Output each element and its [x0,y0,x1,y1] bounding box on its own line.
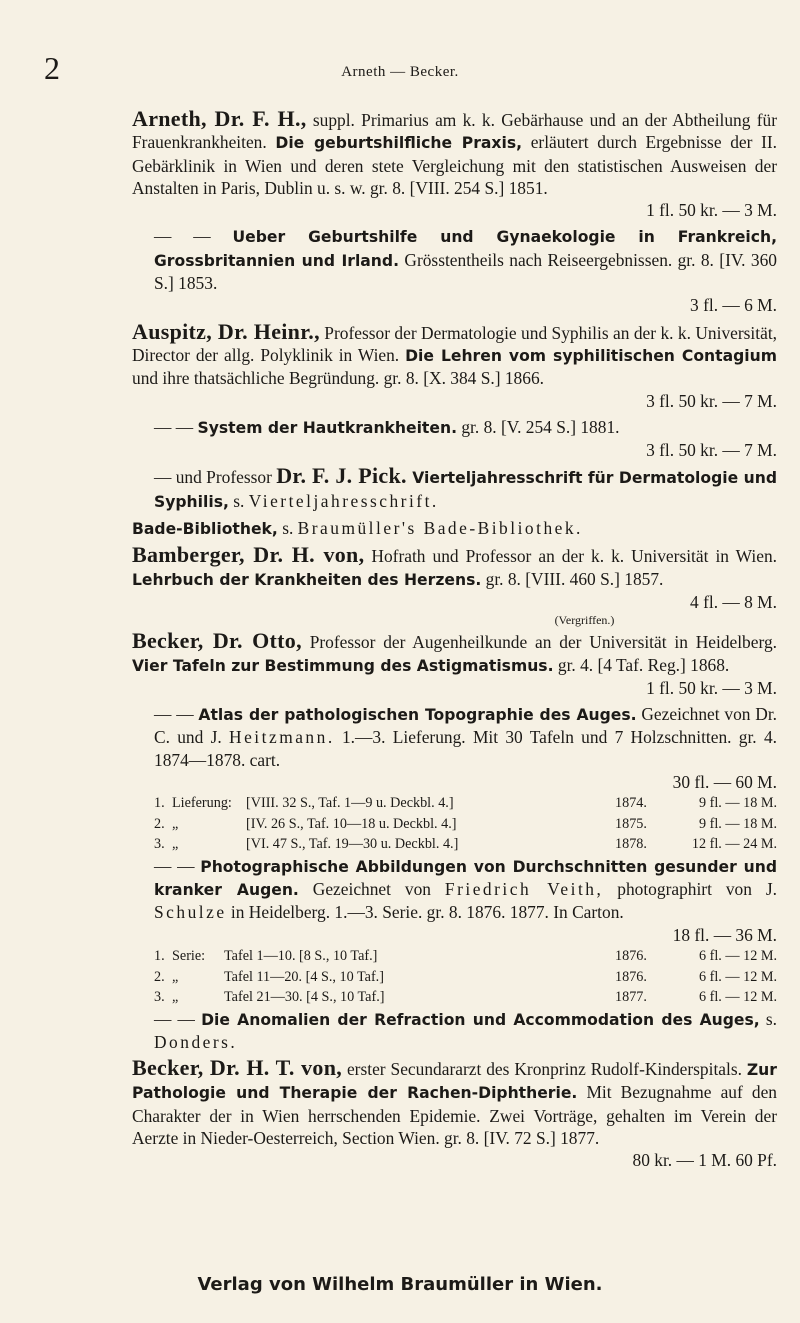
reference-target: Donders. [154,1031,238,1052]
item-label: „ [172,989,179,1005]
co-author-prefix: — und Professor [154,467,277,488]
ditto-dash: — — [154,1008,202,1029]
author-description: Hofrath und Professor an der k. k. Universität in Wien. [364,546,777,567]
book-details-cont: 1.—3. Lieferung. Mit 30 Tafeln und 7 Holzschnitten. gr. 4. 1874—1878. cart. [154,727,777,770]
see-reference: s. [228,490,249,511]
book-details: gr. 8. [VIII. 460 S.] 1857. [481,568,664,589]
item-price: 12 fl. — 24 M. [691,836,777,853]
book-details-cont: in Heidelberg. 1.—3. Serie. gr. 8. 1876. 1877. In Carton. [226,902,624,923]
list-item [132,834,777,855]
out-of-print-note: (Vergriffen.) [554,613,615,628]
list-item [132,814,777,835]
list-item [132,946,777,967]
entry-arneth [132,108,777,221]
author-description: suppl. Primarius am k. k. Gebärhause und an der Abtheilung für Frauenkrankheiten. [132,110,777,153]
item-number: 2. [154,815,165,832]
item-label: Lieferung: [172,795,232,812]
catalog-content [132,108,777,1172]
author-name: Becker, Dr. H. T. von, [132,1055,343,1081]
book-price: 1 fl. 50 kr. — 3 M. [646,200,777,221]
reference-target: Braumüller's Bade-Bibliothek. [297,518,583,539]
book-details: gr. 8. [V. 254 S.] 1881. [457,416,620,437]
list-item [132,967,777,988]
entry-arneth-2 [132,225,777,316]
book-title: Die Anomalien der Refraction und Accommodation des Auges, [201,1010,760,1029]
co-author-name: Dr. F. J. Pick. [276,463,407,489]
item-number: 2. [154,968,165,985]
book-title: Photographische Abbildungen von Durchschnitten gesunder und kranker Augen. [154,857,777,900]
item-label: „ [172,968,179,985]
book-price: 80 kr. — 1 M. 60 Pf. [632,1150,777,1171]
entry-bamberger [132,544,777,626]
entry-auspitz-3 [132,465,777,513]
book-details: erläutert durch Ergebnisse der II. Gebärklinik in Wien und deren stete Vergleichung mit den statistischen Ausweisen der Anstalten in Paris, Dublin u. s. w. gr. 8. [VIII. 254 S.] 1851. [132,132,777,198]
item-description: Tafel 1—10. [8 S., 10 Taf.] [224,948,378,964]
author-description: Professor der Augenheilkunde an der Universität in Heidelberg. [301,632,777,653]
item-year: 1877. [615,989,647,1005]
book-details: Gezeichnet von Dr. C. und J. [154,704,778,748]
ditto-dash: — — [154,855,201,876]
ditto-dash: — — [154,416,198,437]
book-title: Atlas der pathologischen Topographie des Auges. [198,706,637,725]
book-price: 3 fl. 50 kr. — 7 M. [646,440,777,461]
entry-becker-ht [132,1057,777,1171]
author-name: Auspitz, Dr. Heinr., [132,318,320,344]
item-description: Tafel 21—30. [4 S., 10 Taf.] [224,989,385,1005]
entry-becker-otto-4 [132,1008,777,1054]
book-title: Vierteljahresschrift für Dermatologie und Syphilis, [154,469,777,511]
see-reference: s. [759,1008,777,1029]
item-number: 3. [154,989,165,1005]
author-description: Professor der Dermatologie und Syphilis an der k. k. Universität, Director der allg. Polyklinik in Wien. [132,322,777,365]
book-price: 3 fl. 50 kr. — 7 M. [646,390,777,411]
item-number: 1. [154,948,165,964]
entry-auspitz [132,318,777,412]
book-price: 4 fl. — 8 M. [690,591,777,612]
book-details: gr. 4. [4 Taf. Reg.] 1868. [553,654,730,675]
item-year: 1875. [615,815,647,832]
book-title: Zur Pathologie und Therapie der Rachen-Diphtherie. [132,1061,777,1103]
book-details: Grösstentheils nach Reiseergebnissen. gr. 8. [IV. 360 S.] 1853. [154,249,777,294]
photographer-name: Schulze [154,902,227,923]
item-description: [VIII. 32 S., Taf. 1—9 u. Deckbl. 4.] [246,795,454,812]
item-description: [IV. 26 S., Taf. 10—18 u. Deckbl. 4.] [246,815,457,832]
illustrator-name: Friedrich Veith, [444,879,604,900]
entry-becker-otto-3 [132,855,777,946]
lieferung-list [132,793,777,855]
ditto-dash: — — [154,704,199,725]
author-name: Becker, Dr. Otto, [132,628,302,654]
item-number: 1. [154,795,165,812]
item-price: 6 fl. — 12 M. [698,989,777,1005]
item-price: 6 fl. — 12 M. [698,968,777,985]
book-title: Bade-Bibliothek, [132,520,278,539]
book-title: System der Hautkrankheiten. [197,418,457,437]
book-title: Die Lehren vom syphilitischen Contagium [405,346,777,365]
book-price: 3 fl. — 6 M. [690,295,777,316]
author-description: erster Secundararzt des Kronprinz Rudolf-Kinderspitals. [342,1059,747,1080]
author-name: Bamberger, Dr. H. von, [132,542,365,568]
item-label: Serie: [172,948,206,964]
list-item [132,793,777,814]
page-number: 2 [44,50,60,86]
item-label: „ [172,815,179,832]
ditto-dash: — — [154,226,233,247]
book-price: 18 fl. — 36 M. [672,924,777,945]
list-item [132,987,777,1008]
item-description: [VI. 47 S., Taf. 19—30 u. Deckbl. 4.] [246,836,459,853]
entry-becker-otto [132,630,777,699]
author-name: Arneth, Dr. F. H., [132,106,307,131]
book-title: Die geburtshilfliche Praxis, [275,134,523,153]
serie-list [132,946,777,1008]
item-year: 1876. [615,948,647,964]
item-year: 1876. [615,968,647,985]
running-head: Arneth — Becker. [341,64,459,80]
entry-auspitz-2 [132,416,777,462]
item-price: 9 fl. — 18 M. [698,815,777,832]
reference-target: Vierteljahresschrift. [248,490,439,511]
item-price: 6 fl. — 12 M. [698,948,777,964]
book-price: 1 fl. 50 kr. — 3 M. [646,677,777,698]
book-title: Lehrbuch der Krankheiten des Herzens. [132,570,482,589]
item-year: 1874. [615,795,647,812]
book-details: Mit Bezugnahme auf den Charakter der in Wien herrschenden Epidemie. Zwei Vorträge, gehalten im Verein der Aerzte in Nieder-Oesterreich, Section Wien. gr. 8. [IV. 72 S.] 1877. [132,1082,777,1148]
illustrator-names: Heitzmann. [229,727,335,748]
entry-becker-otto-2 [132,703,777,793]
item-price: 9 fl. — 18 M. [698,795,777,812]
item-year: 1878. [615,836,647,853]
entry-bade-bibliothek [132,517,777,540]
item-description: Tafel 11—20. [4 S., 10 Taf.] [224,968,384,985]
book-title: Ueber Geburtshilfe und Gynaekologie in Frankreich, Grossbritannien und Irland. [154,228,778,270]
book-details-cont: photographirt von J. [603,879,777,900]
item-number: 3. [154,836,165,853]
book-details: Gezeichnet von [298,879,445,900]
item-label: „ [172,836,179,853]
publisher-footer: Verlag von Wilhelm Braumüller in Wien. [197,1274,603,1295]
book-details: und ihre thatsächliche Begründung. gr. 8. [X. 384 S.] 1866. [132,368,544,389]
see-reference: s. [277,518,298,539]
book-price: 30 fl. — 60 M. [672,772,777,793]
book-title: Vier Tafeln zur Bestimmung des Astigmatismus. [132,656,554,675]
